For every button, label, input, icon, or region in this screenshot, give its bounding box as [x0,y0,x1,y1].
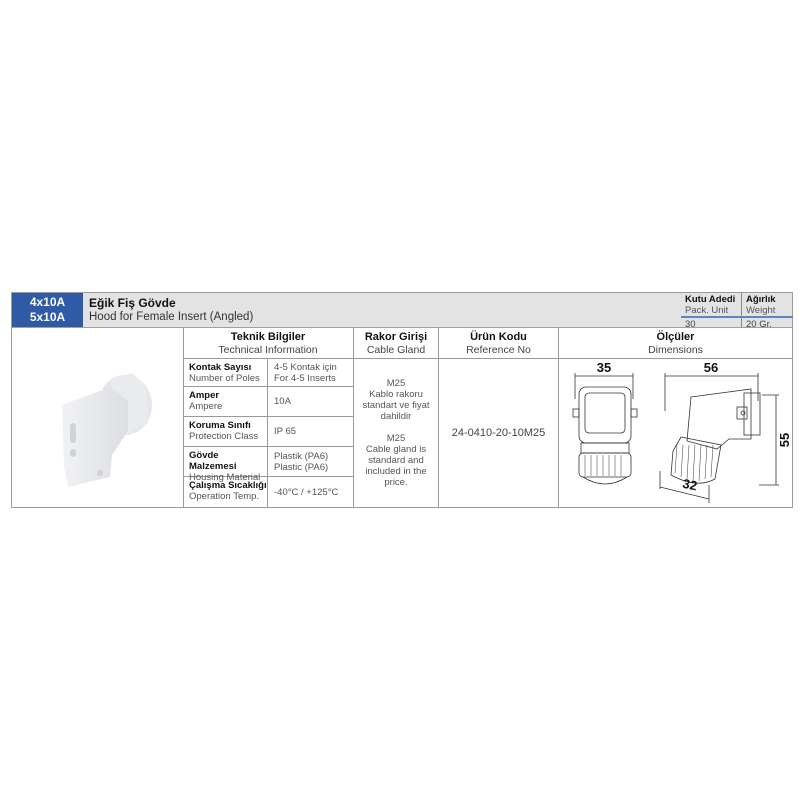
column-technical [183,327,354,359]
product-sheet [11,292,793,508]
label-en: Operation Temp. [189,491,260,502]
column-reference [439,327,559,359]
pack-unit-label-tr: Kutu Adedi [685,294,736,305]
pack-unit-value: 30 [685,319,696,330]
gland-text-en: Cable gland is standard and included in the price. [365,444,427,488]
weight-value: 20 Gr. [746,319,772,330]
variant-4x10a: 4x10A [29,295,66,309]
tech-row-protection [183,417,353,447]
gland-size-tr: M25 [386,378,406,389]
label-tr: Çalışma Sıcaklığı [189,480,267,491]
value: -40°C / +125°C [274,486,339,498]
gland-size-en: M25 [386,433,406,444]
dim-gland-dia: 32 [681,475,699,494]
label-en: Number of Poles [189,373,260,384]
technical-table [183,359,354,507]
tech-row-ampere [183,387,353,417]
gland-heading-tr: Rakor Girişi [364,331,428,343]
gland-text-tr: Kablo rakoru standart ve fiyat dahildir [362,389,430,422]
tech-row-material [183,447,353,483]
gland-heading-en: Cable Gland [366,344,426,356]
value-en: Plastic (PA6) [274,461,329,473]
weight [741,293,793,330]
variant-badge [12,293,83,327]
label-tr: Amper [189,390,220,401]
label-en: Housing Material [189,472,261,483]
reference-heading-en: Reference No [466,344,531,356]
weight-label-en: Weight [742,305,793,318]
variant-5x10a: 5x10A [29,310,66,324]
dim-front-width: 35 [596,360,612,375]
column-gland [354,327,439,359]
value-tr: Plastik (PA6) [274,450,329,462]
label-en: Ampere [189,401,223,412]
value: IP 65 [274,426,297,437]
title-english: Hood for Female Insert (Angled) [89,311,254,323]
header-band [12,293,792,328]
title-turkish: Eğik Fiş Gövde [89,296,176,310]
label-tr: Koruma Sınıfı [189,420,251,431]
dim-side-width: 56 [703,360,719,375]
label-tr: Kontak Sayısı [189,362,252,373]
value: 10A [274,396,291,407]
cable-gland-info [354,359,439,507]
label-tr: Gövde Malzemesi [189,450,237,472]
technical-drawing [559,359,792,507]
value-en: For 4-5 Inserts [274,372,336,384]
weight-label-tr: Ağırlık [746,294,776,305]
dimensions-heading-tr: Ölçüler [656,331,695,343]
dimensions-heading-en: Dimensions [648,344,703,356]
product-photo [12,327,184,507]
product-title [89,296,253,324]
dim-height: 55 [777,432,792,448]
column-dimensions [559,327,792,359]
reference-number: 24-0410-20-10M25 [439,359,559,507]
angled-hood-image [12,327,183,507]
technical-heading-tr: Teknik Bilgiler [230,331,306,343]
pack-unit-label-en: Pack. Unit [681,305,741,318]
tech-row-poles [183,359,353,387]
pack-unit [681,293,741,330]
tech-row-temperature [183,477,353,507]
label-en: Protection Class [189,431,259,442]
value-tr: 4-5 Kontak için [274,361,337,373]
dimension-drawing [559,359,792,507]
technical-heading-en: Technical Information [218,344,318,356]
reference-heading-tr: Ürün Kodu [470,331,527,343]
